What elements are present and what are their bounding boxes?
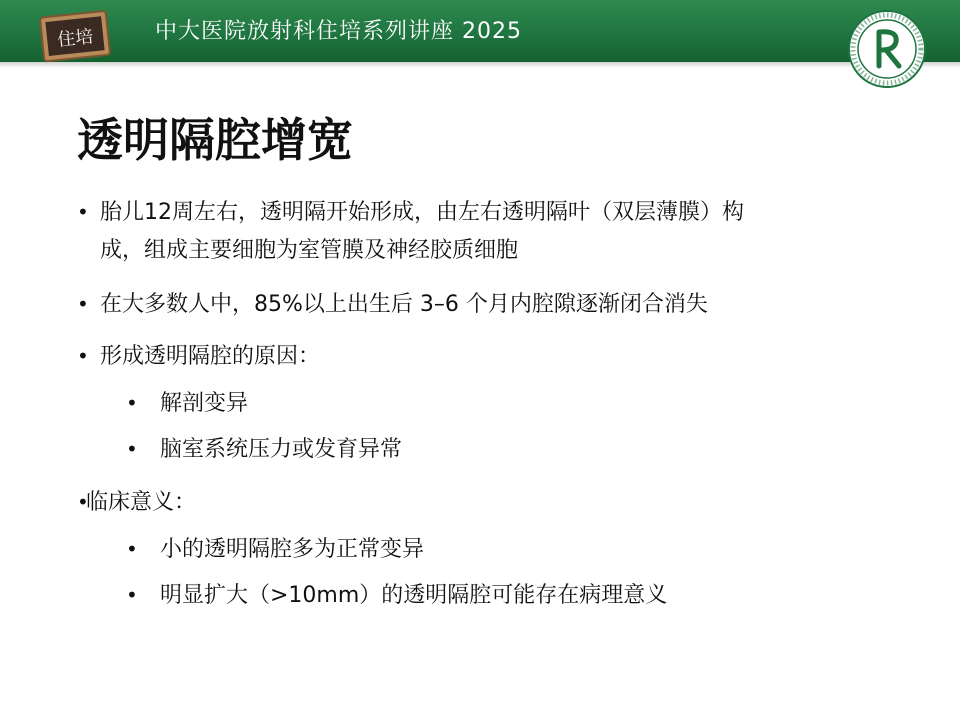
sub-bullet-dot: • [126,537,138,561]
bullet-item: 在大多数人中，85%以上出生后 3–6 个月内腔隙逐渐闭合消失 [100,292,708,317]
sub-bullet-dot: • [126,583,138,607]
bullet-item: 形成透明隔腔的原因： [100,344,321,369]
bullet-dot: • [77,344,89,368]
sub-bullet-item: 明显扩大（>10mm）的透明隔腔可能存在病理意义 [160,583,668,608]
sub-bullet-item: 小的透明隔腔多为正常变异 [160,537,425,562]
header-title: 中大医院放射科住培系列讲座 2025 [155,19,522,44]
bullet-item: 胎儿12周左右，透明隔开始形成，由左右透明隔叶（双层薄膜）构 [100,200,744,225]
bullet-item: 临床意义： [86,490,197,515]
sub-bullet-dot: • [126,391,138,415]
bullet-item-continuation: 成，组成主要细胞为室管膜及神经胶质细胞 [100,238,519,263]
slide-title: 透明隔腔增宽 [77,113,353,167]
bullet-dot: • [77,292,89,316]
badge-text: 住培 [56,26,95,51]
sub-bullet-dot: • [126,437,138,461]
bullet-dot: • [77,200,89,224]
sub-bullet-item: 脑室系统压力或发育异常 [160,437,403,462]
sub-bullet-item: 解剖变异 [160,391,249,416]
bullet-dot: • [77,490,89,514]
